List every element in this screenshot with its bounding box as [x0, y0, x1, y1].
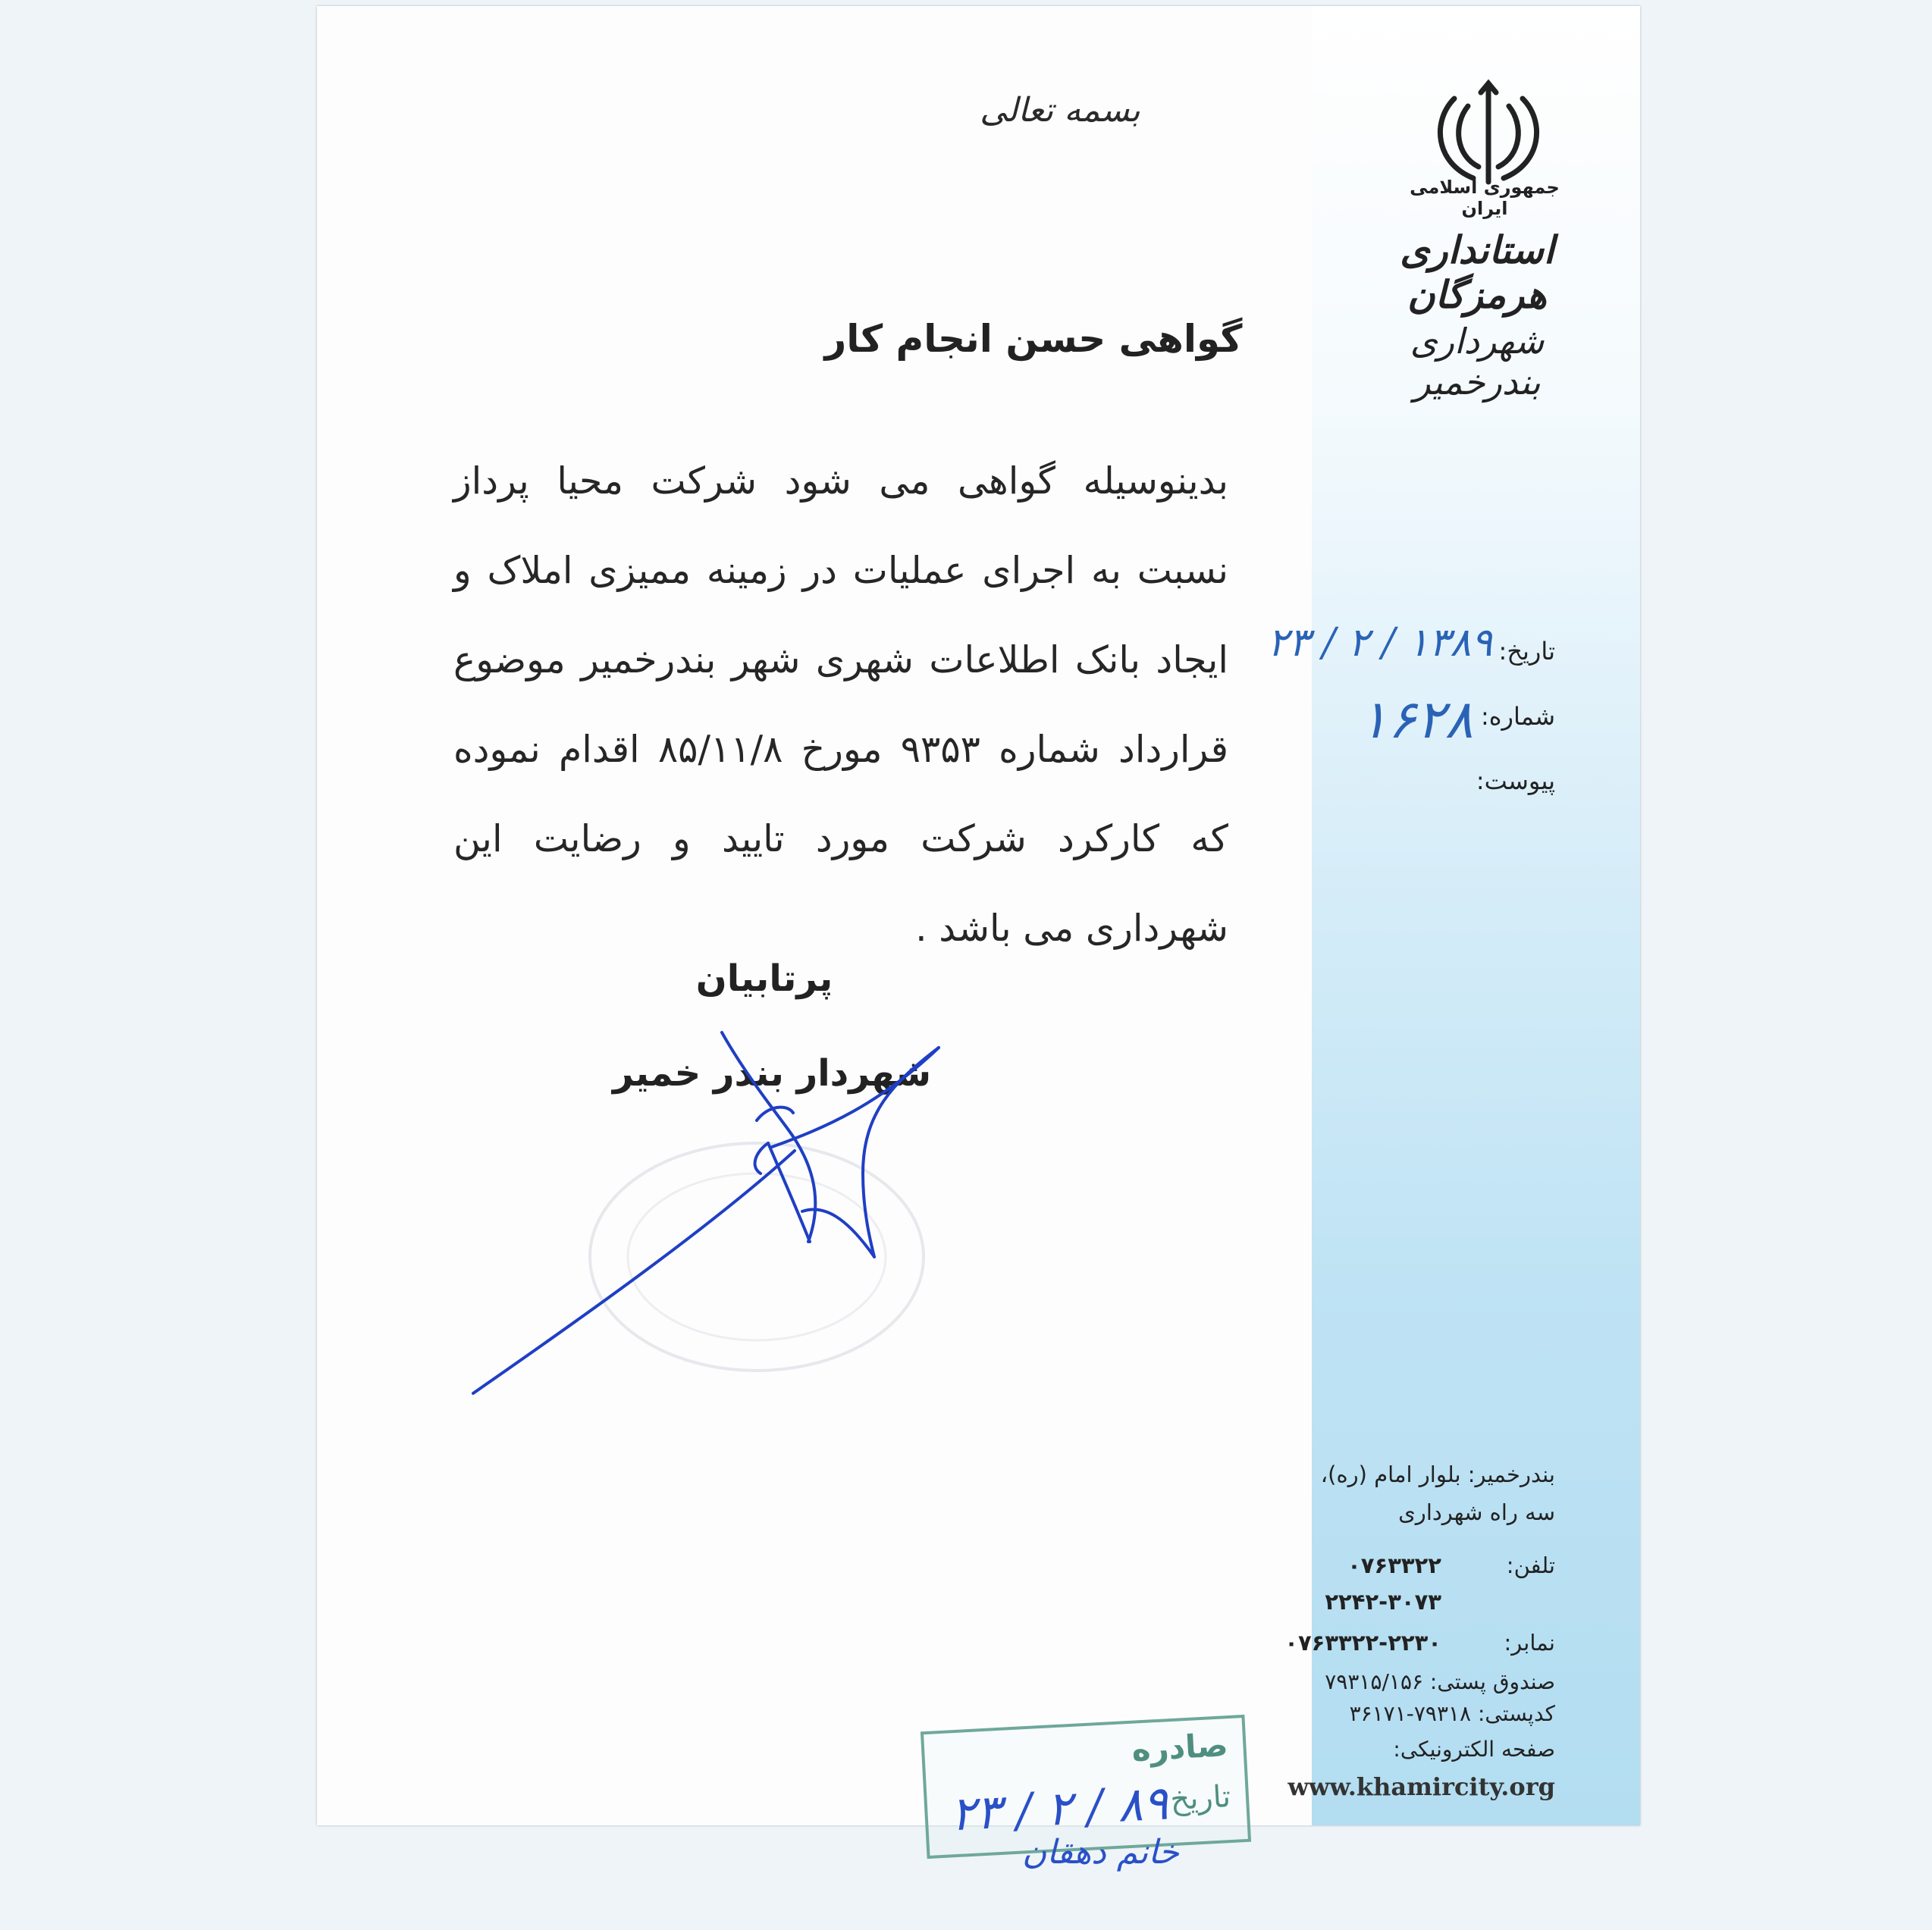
stamp-heading: صادره — [1131, 1726, 1229, 1769]
governorate-heading: استانداری هرمزگان — [1400, 227, 1554, 317]
letter-body: بدینوسیله گواهی می شود شرکت محیا پرداز نسبت به اجرای عملیات در زمینه ممیزی املاک و ایجاد بانک اطلاعات شهری شهر بندرخمیر موضوع قرارداد شماره ۹۳۵۳ مورخ ۸۵/۱۱/۸ اقدام نموده که کارکرد شرکت مورد تایید و رضایت این شهرداری می باشد . — [453, 459, 1228, 950]
republic-label: جمهوری اسلامی ایران — [1410, 177, 1560, 219]
fax-value: ۰۷۶۳۳۲۲-۲۲۳۰ — [1284, 1630, 1441, 1656]
phone-value-2: ۲۲۴۲-۳۰۷۳ — [1325, 1589, 1441, 1615]
website-label: صفحه الکترونیکی: — [1393, 1737, 1555, 1762]
address-block — [1282, 1455, 1555, 1531]
letter-title: گواهی حسن انجام کار — [824, 317, 1243, 361]
letter-page — [317, 6, 1640, 1872]
signatory-name: پرتابیان — [695, 957, 833, 1000]
pobox-line: صندوق پستی: ۷۹۳۱۵/۱۵۶ — [1325, 1669, 1555, 1694]
clerk-note: خانم دهقان — [1022, 1833, 1179, 1872]
number-value: ۱۶۲۸ — [1359, 688, 1473, 750]
phone-label: تلفن: — [1506, 1552, 1555, 1578]
date-label: تاریخ: — [1498, 637, 1555, 666]
attachment-label: پیوست: — [1476, 766, 1555, 795]
embossed-seal — [567, 1105, 946, 1408]
address-line-1: بندرخمیر: بلوار امام (ره)، — [1320, 1462, 1555, 1487]
phone-row — [1282, 1552, 1555, 1583]
iran-emblem-icon — [1424, 76, 1553, 190]
stamp-date-label: تاریخ — [1169, 1779, 1232, 1818]
basmala-header: بسمه تعالی — [980, 91, 1140, 130]
website-link[interactable]: www.khamircity.org — [1287, 1772, 1555, 1801]
fax-label: نمابر: — [1504, 1630, 1555, 1656]
phone-value-1: ۰۷۶۳۳۲۲ — [1347, 1552, 1441, 1578]
fax-row — [1282, 1630, 1555, 1660]
stamp-handwritten-date: ۸۹ / ۲ / ۲۳ — [949, 1775, 1170, 1842]
address-line-2: سه راه شهرداری — [1398, 1499, 1555, 1525]
date-value: ۱۳۸۹ / ۲ / ۲۳ — [1267, 620, 1492, 666]
signatory-title: شهردار بندر خمیر — [612, 1052, 932, 1095]
postal-code-line: کدپستی: ۷۹۳۱۸-۳۶۱۷۱ — [1349, 1701, 1555, 1726]
municipality-heading: شهرداری بندرخمیر — [1410, 321, 1545, 403]
phone-row-2 — [1282, 1589, 1555, 1619]
number-label: شماره: — [1480, 702, 1555, 731]
